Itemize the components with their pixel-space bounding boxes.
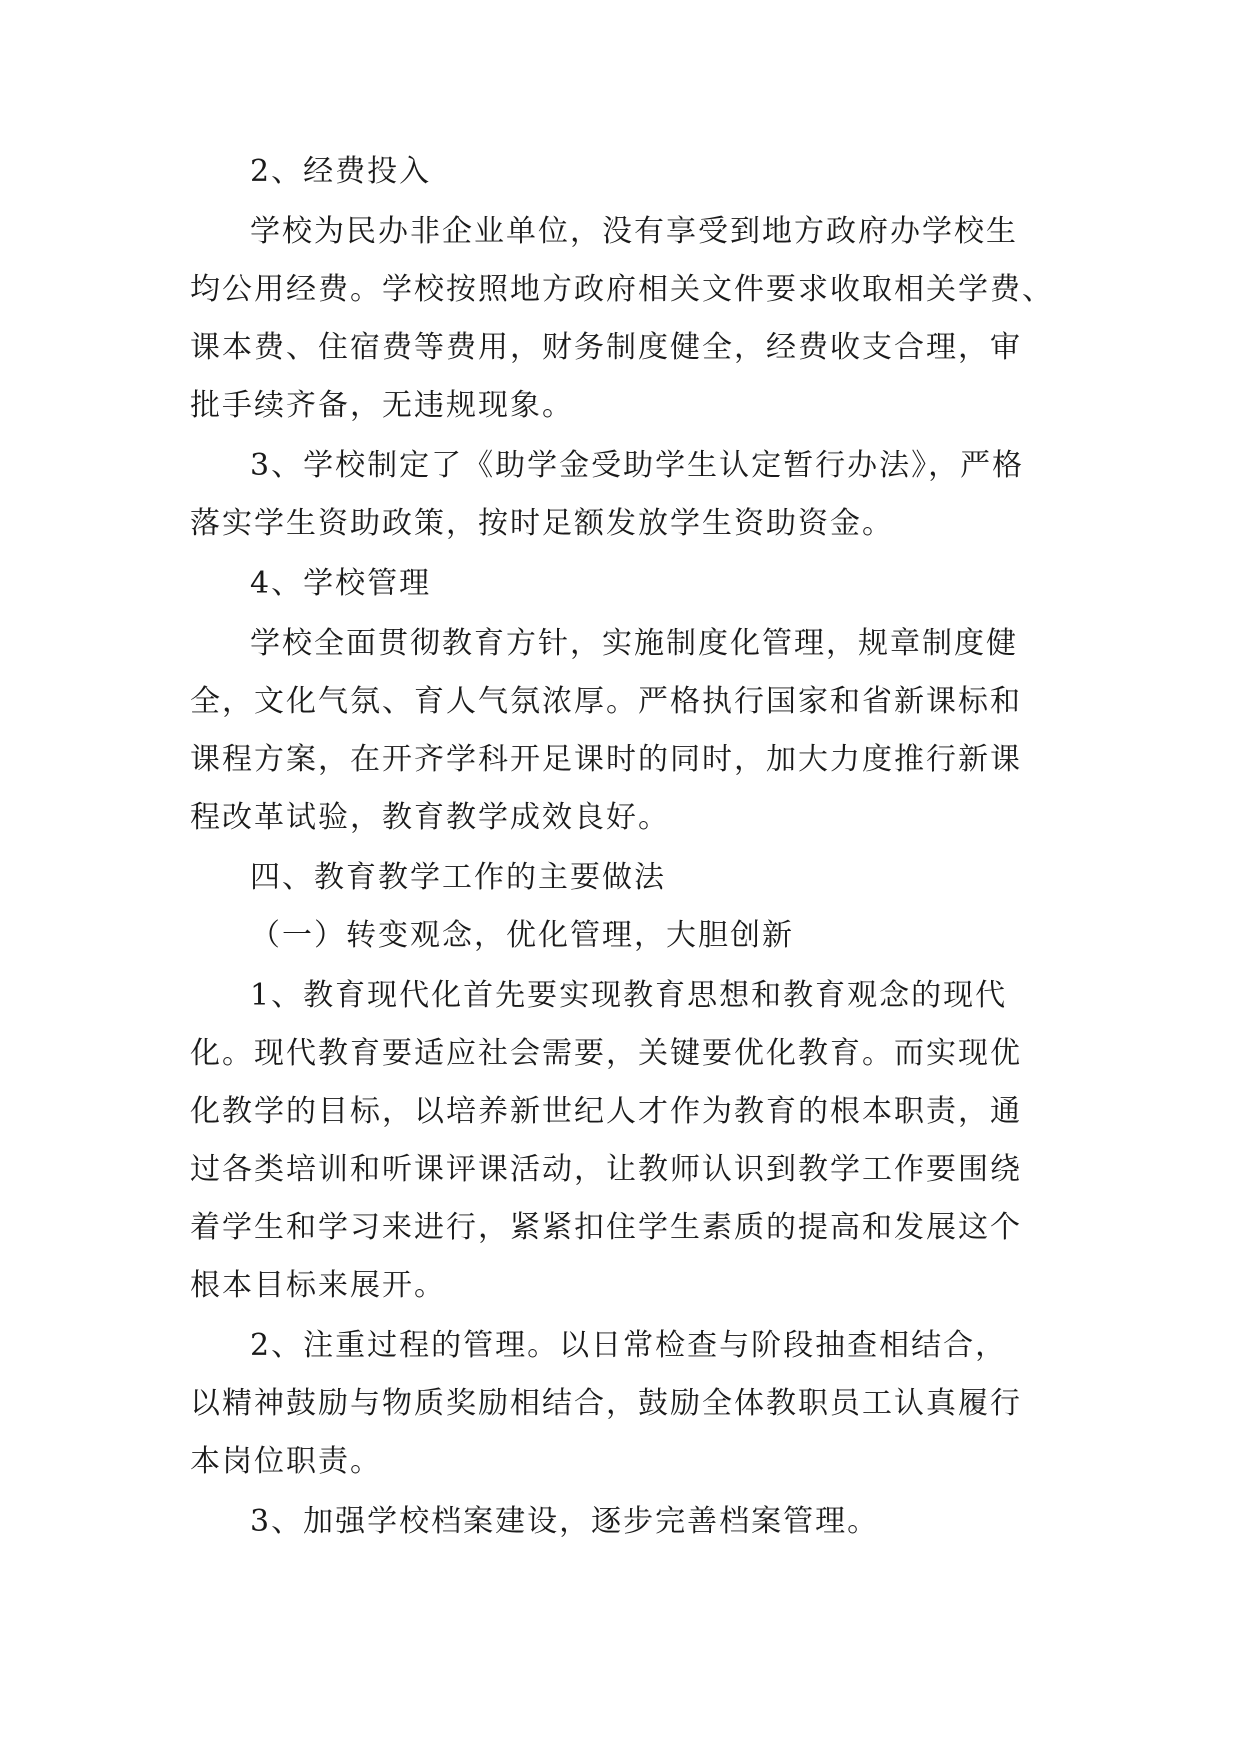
paragraph-line: 1、教育现代化首先要实现教育思想和教育观念的现代 bbox=[250, 978, 1008, 1013]
paragraph-line: 全，文化气氛、育人气氛浓厚。严格执行国家和省新课标和 bbox=[190, 684, 1022, 719]
paragraph-line: 3、学校制定了《助学金受助学生认定暂行办法》，严格 bbox=[250, 448, 1025, 483]
paragraph-line: 以精神鼓励与物质奖励相结合，鼓励全体教职员工认真履行 bbox=[190, 1386, 1022, 1421]
paragraph-line: 根本目标来展开。 bbox=[190, 1268, 446, 1303]
paragraph-line: 化教学的目标，以培养新世纪人才作为教育的根本职责，通 bbox=[190, 1094, 1022, 1129]
section-heading: 四、教育教学工作的主要做法 bbox=[250, 860, 666, 895]
paragraph-line: 本岗位职责。 bbox=[190, 1444, 382, 1479]
heading-school-management: 4、学校管理 bbox=[250, 566, 432, 601]
paragraph-line: 均公用经费。学校按照地方政府相关文件要求收取相关学费、 bbox=[190, 272, 1054, 307]
paragraph-line: 过各类培训和听课评课活动，让教师认识到教学工作要围绕 bbox=[190, 1152, 1022, 1187]
paragraph-line: 3、加强学校档案建设，逐步完善档案管理。 bbox=[250, 1504, 880, 1539]
paragraph-line: 化。现代教育要适应社会需要，关键要优化教育。而实现优 bbox=[190, 1036, 1022, 1071]
paragraph-line: 着学生和学习来进行，紧紧扣住学生素质的提高和发展这个 bbox=[190, 1210, 1022, 1245]
subsection-heading: （一）转变观念，优化管理，大胆创新 bbox=[250, 918, 794, 953]
paragraph-line: 2、注重过程的管理。以日常检查与阶段抽查相结合， bbox=[250, 1328, 1008, 1363]
paragraph-line: 课本费、住宿费等费用，财务制度健全，经费收支合理，审 bbox=[190, 330, 1022, 365]
paragraph-line: 学校为民办非企业单位，没有享受到地方政府办学校生 bbox=[250, 214, 1018, 249]
paragraph-line: 课程方案，在开齐学科开足课时的同时，加大力度推行新课 bbox=[190, 742, 1022, 777]
paragraph-line: 学校全面贯彻教育方针，实施制度化管理，规章制度健 bbox=[250, 626, 1018, 661]
heading-funding: 2、经费投入 bbox=[250, 154, 432, 189]
paragraph-line: 程改革试验，教育教学成效良好。 bbox=[190, 800, 670, 835]
paragraph-line: 批手续齐备，无违规现象。 bbox=[190, 388, 574, 423]
paragraph-line: 落实学生资助政策，按时足额发放学生资助资金。 bbox=[190, 506, 894, 541]
